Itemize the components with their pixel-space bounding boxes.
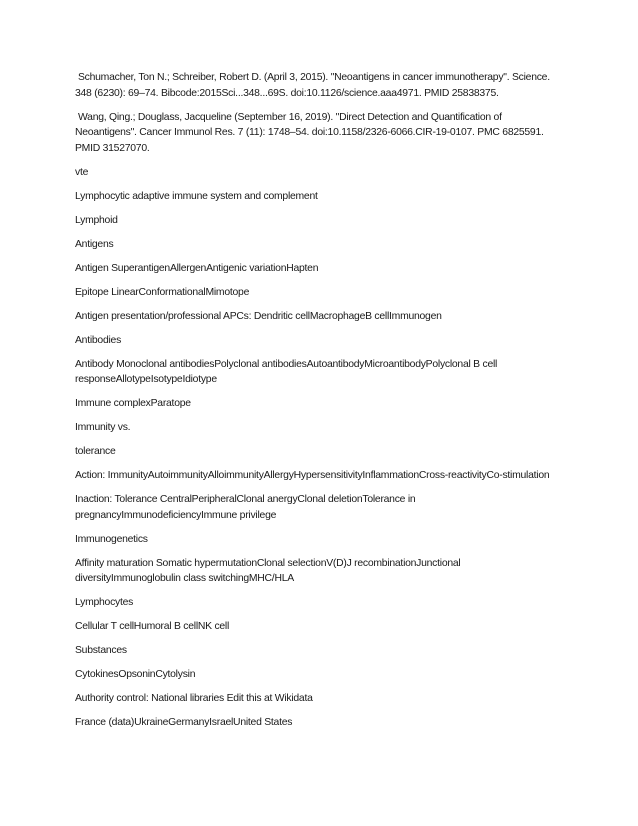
authority-control-list[interactable]: France (data)UkraineGermanyIsraelUnited States — [75, 717, 293, 728]
navbox-list-cytokines[interactable]: CytokinesOpsoninCytolysin — [75, 669, 196, 680]
reference-schumacher: Schumacher, Ton N.; Schreiber, Robert D. (April 3, 2015). "Neoantigens in cancer immunotherapy". Science. 348 (6230): 69–74. Bibcode:2015Sci...348...69S. doi:10.1126/science.aaa4971. PMID 25838375. — [75, 72, 550, 99]
navbox-list-antibody[interactable]: Antibody Monoclonal antibodiesPolyclonal antibodiesAutoantibodyMicroantibodyPolyclonal B cell responseAllotypeIsotypeIdiotype — [75, 358, 498, 385]
navbox-group-antibodies: Antibodies — [75, 334, 122, 346]
navbox-title[interactable]: Lymphocytic adaptive immune system and complement — [75, 190, 318, 202]
navbox-list-inaction[interactable]: Inaction: Tolerance CentralPeripheralClonal anergyClonal deletionTolerance in pregnancyImmunodeficiencyImmune privilege — [75, 494, 416, 521]
navbox-list-affinity-maturation[interactable]: Affinity maturation Somatic hypermutationClonal selectionV(D)J recombinationJunctional diversityImmunoglobulin class switchingMHC/HLA — [75, 557, 461, 584]
navbox-group-antigens: Antigens — [75, 238, 114, 250]
navbox-list-action[interactable]: Action: ImmunityAutoimmunityAlloimmunityAllergyHypersensitivityInflammationCross-reactivityCo-stimulation — [75, 470, 550, 481]
navbox-list-antigen-presentation[interactable]: Antigen presentation/professional APCs: Dendritic cellMacrophageB cellImmunogen — [75, 310, 442, 322]
navbox-group-immunity-vs: Immunity vs. — [75, 422, 131, 433]
navbox-group-immunogenetics: Immunogenetics — [75, 533, 148, 545]
navbox-list-epitope[interactable]: Epitope LinearConformationalMimotope — [75, 286, 250, 298]
navbox-group-substances: Substances — [75, 645, 127, 656]
navbox-group-tolerance: tolerance — [75, 446, 116, 457]
navbox-group-lymphocytes: Lymphocytes — [75, 597, 134, 608]
navbox-group-lymphoid: Lymphoid — [75, 214, 118, 226]
navbox-list-cellular-humoral[interactable]: Cellular T cellHumoral B cellNK cell — [75, 621, 230, 632]
document-body — [75, 70, 565, 739]
navbox-list-immune-complex[interactable]: Immune complexParatope — [75, 398, 191, 409]
reference-wang: Wang, Qing.; Douglass, Jacqueline (September 16, 2019). "Direct Detection and Quantification of Neoantigens". Cancer Immunol Res. 7 (11): 1748–54. doi:10.1158/2326-6066.CIR-19-0107. PMC 6825591. PMID 31527070. — [75, 111, 544, 154]
authority-control-line[interactable]: Authority control: National libraries Edit this at Wikidata — [75, 693, 313, 704]
navbox-list-antigen[interactable]: Antigen SuperantigenAllergenAntigenic variationHapten — [75, 262, 319, 274]
navbox-vte-link[interactable]: vte — [75, 166, 89, 178]
